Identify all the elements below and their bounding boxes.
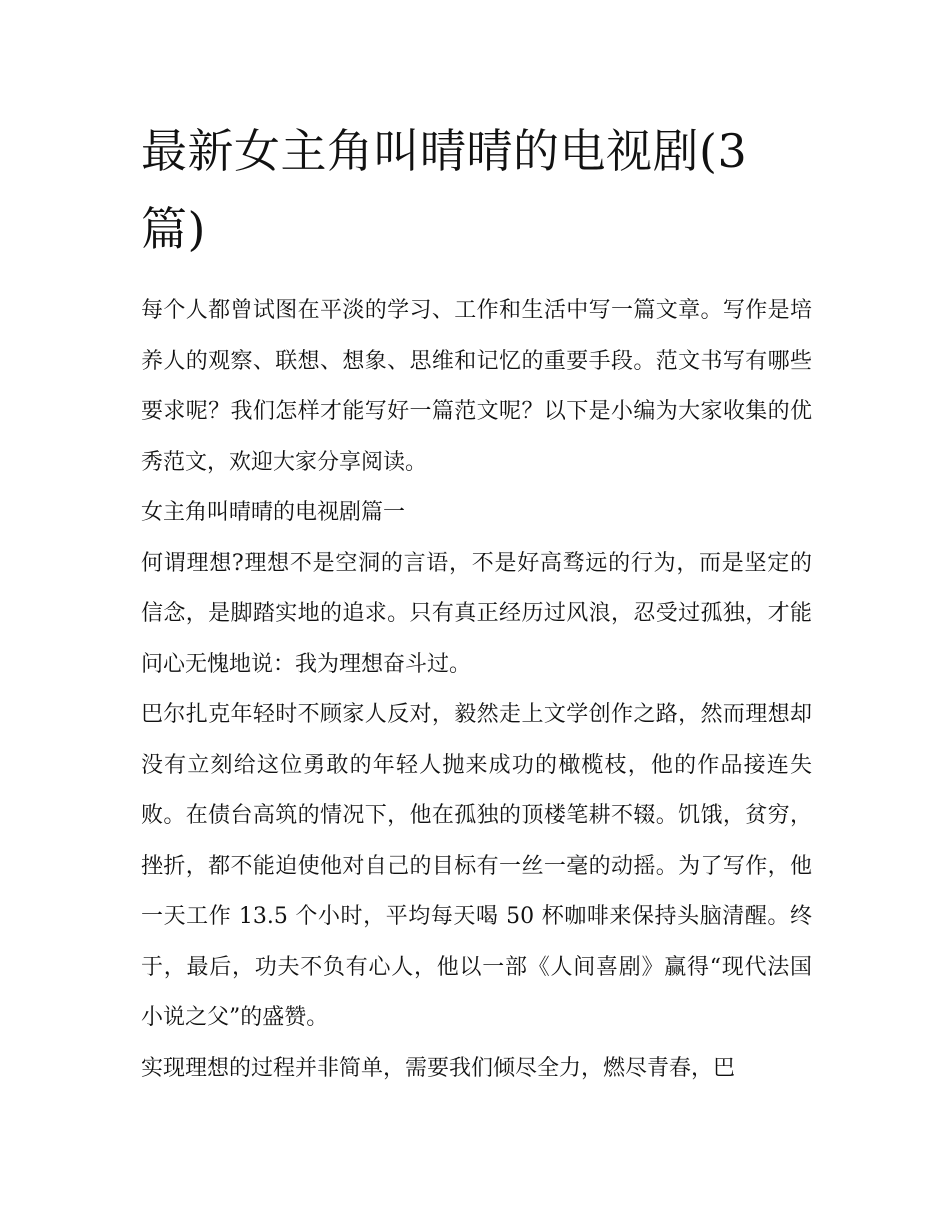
section-heading: 女主角叫晴晴的电视剧篇一	[141, 500, 406, 525]
intro-paragraph: 每个人都曾试图在平淡的学习、工作和生活中写一篇文章。写作是培养人的观察、联想、想象、思维和记忆的重要手段。范文书写有哪些要求呢？我们怎样才能写好一篇范文呢？以下是小编为大家收集的优秀范文，欢迎大家分享阅读。	[141, 298, 812, 475]
body-paragraph: 何谓理想?理想不是空洞的言语，不是好高骛远的行为，而是坚定的信念，是脚踏实地的追求。只有真正经历过风浪，忍受过孤独，才能问心无愧地说：我为理想奋斗过。	[141, 550, 812, 677]
body-paragraph: 实现理想的过程并非简单，需要我们倾尽全力，燃尽青春，巴	[141, 1055, 736, 1081]
document-title: 最新女主角叫晴晴的电视剧(3篇)	[141, 124, 748, 256]
body-paragraph: 巴尔扎克年轻时不顾家人反对，毅然走上文学创作之路，然而理想却没有立刻给这位勇敢的年轻人抛来成功的橄榄枝，他的作品接连失败。在债台高筑的情况下，他在孤独的顶楼笔耕不辍。饥饿，贫穷，挫折，都不能迫使他对自己的目标有一丝一毫的动摇。为了写作，他一天工作 13.5 个小时，平均每天喝 50 杯咖啡来保持头脑清醒。终于，最后，功夫不负有心人，他以一部《人间喜剧》赢得“现代法国小说之父”的盛赞。	[141, 702, 812, 1030]
document-body	[141, 286, 812, 1094]
